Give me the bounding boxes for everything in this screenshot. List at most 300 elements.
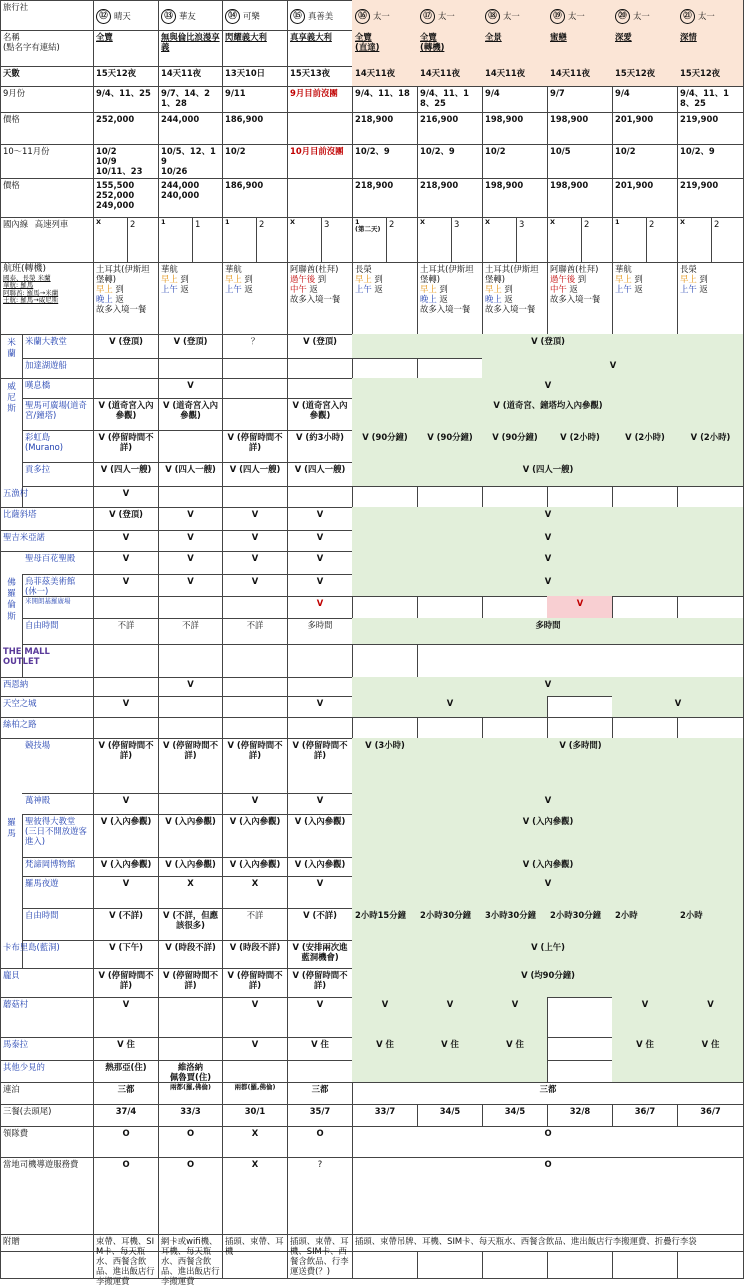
agency-c19 <box>547 0 613 31</box>
group-rome: 羅 馬 <box>0 814 23 969</box>
high-speed-trains: 2 <box>646 217 678 263</box>
departure-time: 過午後 <box>550 274 576 285</box>
siena: V <box>158 677 223 697</box>
empty-cell <box>417 1251 483 1279</box>
gondola: V (四人一艘) <box>352 462 744 487</box>
agency-c20 <box>612 0 678 31</box>
tour-leader-fee: O <box>93 1126 159 1158</box>
label-free-time: 自由時間 <box>22 618 94 645</box>
san-gimignano: V <box>352 530 744 552</box>
airline: 長榮 <box>355 264 372 274</box>
flight-note: 故多入境一餐 <box>550 294 601 305</box>
label-san-gimignano: 聖吉米亞諾 <box>0 530 94 552</box>
rome-free-time: 不詳 <box>222 908 288 941</box>
label-return: 返 <box>112 294 124 305</box>
september-dates: 9/11 <box>222 86 288 113</box>
return-time: 晚上 <box>420 294 437 305</box>
departure-time: 早上 <box>355 274 372 285</box>
empty-cell <box>352 1251 418 1279</box>
st-peters-basilica: V (入內參觀) <box>222 814 288 858</box>
civita <box>158 696 223 718</box>
price: 218,900 <box>417 178 483 218</box>
tour-leader-fee: O <box>158 1126 223 1158</box>
agency-c12 <box>93 0 159 31</box>
empty-cell <box>482 1251 548 1279</box>
alberobello: V <box>93 997 159 1038</box>
flight-note: 故多入境一餐 <box>290 294 341 305</box>
capri: V (下午) <box>93 940 159 969</box>
pantheon: V <box>352 793 744 815</box>
rome-night-tour: X <box>158 876 223 909</box>
cinque-terre <box>417 486 483 508</box>
domestic-flights: 1 (第二天) <box>352 217 387 263</box>
uffizi: V <box>352 574 744 597</box>
label-driver-fee: 當地司機導遊服務費 <box>0 1157 94 1235</box>
piazzale-michelangelo <box>158 596 223 619</box>
label-return: 返 <box>306 284 318 295</box>
pantheon: V <box>93 793 159 815</box>
flight-info <box>158 262 223 335</box>
agency-name: 可樂 <box>243 10 260 21</box>
label-oct-nov: 10～11月份 <box>0 144 94 179</box>
matera: V 住 <box>482 1037 548 1061</box>
price: 201,900 <box>612 178 678 218</box>
label-to: 到 <box>577 274 587 285</box>
label-siena: 西恩納 <box>0 677 94 697</box>
airline: 華航 <box>161 264 178 274</box>
oct-nov-dates: 10/2、9 <box>352 144 418 179</box>
cypress-road <box>93 717 159 739</box>
airline: 土耳其(伊斯坦堡轉) <box>485 264 539 285</box>
oct-nov-dates: 10/5 <box>547 144 613 179</box>
alberobello: V <box>222 997 288 1038</box>
tour-title-link[interactable]: 真享義大利 <box>287 30 353 67</box>
price: 201,900 <box>612 112 678 145</box>
stay: 兩都(羅,佛倫) <box>158 1082 223 1105</box>
san-marco: V (道奇宮、鐘塔均入內參觀) <box>352 398 744 431</box>
pisa: V <box>222 507 288 531</box>
mall-outlet <box>222 644 288 678</box>
agency-name: 晴天 <box>114 10 131 21</box>
san-marco <box>222 398 288 431</box>
label-flight-note: 國泰、長榮 米蘭 華航: 羅馬 阿聯酋: 羅馬→米蘭 土航: 羅馬→威尼斯 <box>3 273 59 305</box>
tour-title-link[interactable]: 全覽 (轉機) <box>417 30 483 67</box>
others <box>352 1060 418 1083</box>
label-alberobello: 蘑菇村 <box>0 997 94 1038</box>
return-time: 上午 <box>225 284 242 295</box>
cypress-road <box>287 717 353 739</box>
airline: 土耳其(伊斯坦堡轉) <box>96 264 150 285</box>
flight-info <box>612 262 678 335</box>
stay: 兩都(羅,佛倫) <box>222 1082 288 1105</box>
agency-name: 太一 <box>633 10 650 21</box>
siena <box>222 677 288 697</box>
vatican-museum: V (入內參觀) <box>158 857 223 877</box>
garda-lake <box>352 358 418 379</box>
capri: V (安排兩次進藍洞機會) <box>287 940 353 969</box>
rome-free-time: V (不詳) <box>287 908 353 941</box>
milan-duomo: V (登頂) <box>287 334 353 359</box>
high-speed-trains: 3 <box>321 217 353 263</box>
return-time: 上午 <box>615 284 632 295</box>
tour-title-link[interactable]: 深愛 <box>612 30 678 67</box>
flight-info <box>677 262 744 335</box>
agency-number: ⑰ <box>420 9 435 24</box>
meals: 33/3 <box>158 1104 223 1127</box>
tour-title-link[interactable]: 全覽 <box>93 30 159 67</box>
agency-name: 太一 <box>503 10 520 21</box>
san-marco: V (道奇宮入內參觀) <box>93 398 159 431</box>
milan-duomo: ？ <box>222 334 288 359</box>
agency-number: ⑫ <box>96 9 111 24</box>
pisa: V <box>352 507 744 531</box>
airline: 華航 <box>225 264 242 274</box>
agency-c14 <box>222 0 288 31</box>
driver-fee: O <box>352 1157 744 1235</box>
gondola: V (四人一艘) <box>158 462 223 487</box>
matera <box>158 1037 223 1061</box>
gondola: V (四人一艘) <box>222 462 288 487</box>
flight-info <box>93 262 159 335</box>
matera: V 住 <box>352 1037 418 1061</box>
piazzale-michelangelo <box>222 596 288 619</box>
price: 216,900 <box>417 112 483 145</box>
santa-maria-del-fiore: V <box>222 551 288 575</box>
label-capri: 卡布里島(藍洞) <box>0 940 94 969</box>
others <box>287 1060 353 1083</box>
free-time: 多時間 <box>352 618 744 645</box>
departure-time: 早上 <box>225 274 242 285</box>
rome-free-time: 3小時30分鐘 <box>482 908 548 941</box>
oct-nov-dates: 10/2 <box>612 144 678 179</box>
label-pisa: 比薩斜塔 <box>0 507 94 531</box>
days: 14天11夜 <box>547 66 613 87</box>
domestic-flights: X <box>93 217 128 263</box>
agency-name: 太一 <box>698 10 715 21</box>
label-return: 返 <box>177 284 189 295</box>
price: 198,900 <box>482 178 548 218</box>
murano: V (停留時間不詳) <box>93 430 159 463</box>
san-marco: V (道奇宮入內參觀) <box>158 398 223 431</box>
label-meals: 三餐(去頭尾) <box>0 1104 94 1127</box>
cypress-road <box>417 717 483 739</box>
label-pantheon: 萬神殿 <box>22 793 94 815</box>
piazzale-michelangelo <box>417 596 483 619</box>
september-dates: 9/4、11、18、25 <box>677 86 744 113</box>
price: 155,500 252,000 249,000 <box>93 178 159 218</box>
vatican-museum: V (入內參觀) <box>287 857 353 877</box>
domestic-flights: X <box>482 217 517 263</box>
uffizi: V <box>222 574 288 597</box>
label-others: 其他少見的 <box>0 1060 94 1083</box>
piazzale-michelangelo: V <box>287 596 353 619</box>
others: 維洛納 佩魯賈(住) <box>158 1060 223 1083</box>
driver-fee: ? <box>287 1157 353 1235</box>
label-uffizi: 烏菲茲美術館 (休一) <box>22 574 94 597</box>
capri: V (時段不詳) <box>158 940 223 969</box>
bridge-of-sighs <box>222 378 288 399</box>
garda-lake <box>93 358 159 379</box>
alberobello <box>547 997 613 1038</box>
departure-time: 早上 <box>96 284 113 295</box>
group-venice: 威 尼 斯 <box>0 378 23 508</box>
departure-time: 早上 <box>615 274 632 285</box>
price: 198,900 <box>547 112 613 145</box>
flight-info <box>287 262 353 335</box>
siena <box>93 677 159 697</box>
stay: 三都 <box>287 1082 353 1105</box>
piazzale-michelangelo <box>352 596 418 619</box>
group-florence: 佛 羅 倫 斯 <box>0 574 23 678</box>
stay: 三都 <box>352 1082 744 1105</box>
others <box>482 1060 548 1083</box>
agency-name: 太一 <box>373 10 390 21</box>
september-dates: 9/7、14、21、28 <box>158 86 223 113</box>
rome-night-tour: X <box>222 876 288 909</box>
label-return: 返 <box>241 284 253 295</box>
label-to: 到 <box>244 274 253 285</box>
rome-free-time: 2小時15分鐘 <box>352 908 418 941</box>
tour-leader-fee: O <box>287 1126 353 1158</box>
september-dates: 9/4 <box>612 86 678 113</box>
empty-cell <box>287 1251 353 1279</box>
alberobello: V <box>677 997 744 1038</box>
agency-number: ㉑ <box>680 9 695 24</box>
colosseum: V (多時間) <box>417 738 744 794</box>
label-price: 價格 <box>0 112 94 145</box>
cinque-terre <box>287 486 353 508</box>
price: 198,900 <box>547 178 613 218</box>
label-colosseum: 競技場 <box>22 738 94 794</box>
label-to: 到 <box>115 284 124 295</box>
matera: V 住 <box>93 1037 159 1061</box>
st-peters-basilica: V (入內參觀) <box>93 814 159 858</box>
matera: V 住 <box>612 1037 678 1061</box>
matera: V 住 <box>677 1037 744 1061</box>
empty-cell <box>612 1251 678 1279</box>
high-speed-trains: 3 <box>451 217 483 263</box>
gondola: V (四人一艘) <box>287 462 353 487</box>
label-garda-lake: 加達湖遊船 <box>22 358 94 379</box>
label-bridge-of-sighs: 嘆息橋 <box>22 378 94 399</box>
price <box>287 112 353 145</box>
airline: 土耳其(伊斯坦堡轉) <box>420 264 474 285</box>
colosseum: V (停留時間不詳) <box>287 738 353 794</box>
free-time: 多時間 <box>287 618 353 645</box>
high-speed-trains: 1 <box>192 217 223 263</box>
murano: V (90分鐘) <box>417 430 483 463</box>
return-time: 中午 <box>550 284 567 295</box>
label-return: 返 <box>566 284 578 295</box>
airline: 阿聯酋(杜拜) <box>550 264 599 274</box>
san-gimignano: V <box>158 530 223 552</box>
domestic-flights: 1 <box>612 217 647 263</box>
departure-time: 早上 <box>161 274 178 285</box>
airline: 長榮 <box>680 264 697 274</box>
price: 244,000 240,000 <box>158 178 223 218</box>
meals: 34/5 <box>417 1104 483 1127</box>
pisa: V <box>158 507 223 531</box>
others <box>547 1060 613 1083</box>
milan-duomo: V (登頂) <box>93 334 159 359</box>
tour-title-link[interactable]: 蜜戀 <box>547 30 613 67</box>
driver-fee: O <box>158 1157 223 1235</box>
pantheon: V <box>287 793 353 815</box>
others <box>677 1060 744 1083</box>
label-civita: 天空之城 <box>0 696 94 718</box>
gifts: 插頭、束帶、耳機 <box>222 1234 288 1252</box>
driver-fee: X <box>222 1157 288 1235</box>
piazzale-michelangelo <box>612 596 678 619</box>
meals: 30/1 <box>222 1104 288 1127</box>
days: 14天11夜 <box>482 66 548 87</box>
departure-time: 早上 <box>680 274 697 285</box>
return-time: 晚上 <box>485 294 502 305</box>
matera <box>547 1037 613 1061</box>
flight-info <box>417 262 483 335</box>
pompeii: V (均90分鐘) <box>352 968 744 998</box>
domestic-flights: X <box>677 217 712 263</box>
cypress-road <box>612 717 678 739</box>
label-return: 返 <box>501 294 513 305</box>
bridge-of-sighs: V <box>352 378 744 399</box>
label-to: 到 <box>317 274 327 285</box>
days: 14天11夜 <box>352 66 418 87</box>
price: 219,900 <box>677 112 744 145</box>
oct-nov-dates: 10/2、9 <box>417 144 483 179</box>
label-return: 返 <box>631 284 643 295</box>
rome-free-time: 2小時 <box>677 908 744 941</box>
price: 186,900 <box>222 112 288 145</box>
garda-lake: V <box>482 358 744 379</box>
label-return: 返 <box>436 294 448 305</box>
flight-info <box>482 262 548 335</box>
agency-number: ⑯ <box>355 9 370 24</box>
label-murano: 彩虹島 (Murano) <box>22 430 94 463</box>
piazzale-michelangelo <box>93 596 159 619</box>
empty-cell <box>677 1251 744 1279</box>
tour-title-link[interactable]: 全景 <box>482 30 548 67</box>
days: 15天12夜 <box>612 66 678 87</box>
rome-free-time: V (不詳，但應該很多) <box>158 908 223 941</box>
oct-nov-dates: 10/2 <box>222 144 288 179</box>
empty-cell <box>222 1251 288 1279</box>
domestic-flights: X <box>547 217 582 263</box>
rome-night-tour: V <box>287 876 353 909</box>
domestic-flights: X <box>287 217 322 263</box>
tour-title-link[interactable]: 無與倫比浪漫享義 <box>158 30 223 67</box>
cinque-terre <box>482 486 548 508</box>
oct-nov-dates: 10/2 <box>482 144 548 179</box>
tour-leader-fee: X <box>222 1126 288 1158</box>
label-to: 到 <box>699 274 708 285</box>
flight-note: 故多入境一餐 <box>420 304 471 315</box>
tour-title-link[interactable]: 全覽 (直達) <box>352 30 418 67</box>
oct-nov-dates: 10月目前沒團 <box>287 144 353 179</box>
cypress-road <box>222 717 288 739</box>
domestic-flights: 1 <box>158 217 193 263</box>
pisa: V <box>287 507 353 531</box>
label-san-marco: 聖馬可廣場(道奇宮/鐘塔) <box>22 398 94 431</box>
gifts: 束帶、耳機、SIM卡、每天瓶水、西餐含飲品、進出飯店行李搬運費 <box>93 1234 159 1252</box>
alberobello: V <box>352 997 418 1038</box>
tour-title-link[interactable]: 深情 <box>677 30 744 67</box>
bridge-of-sighs: V <box>158 378 223 399</box>
high-speed-trains: 2 <box>581 217 613 263</box>
pantheon <box>158 793 223 815</box>
milan-duomo: V (登頂) <box>352 334 744 359</box>
label-to: 到 <box>439 284 448 295</box>
label-cypress-road: 絲柏之路 <box>0 717 94 739</box>
cypress-road <box>352 717 418 739</box>
label-to: 到 <box>374 274 383 285</box>
label-michelangelo: 米開朗基羅廣場 <box>22 596 94 619</box>
murano: V (90分鐘) <box>482 430 548 463</box>
days: 15天12夜 <box>677 66 744 87</box>
days: 14天11夜 <box>417 66 483 87</box>
flight-info <box>352 262 418 335</box>
cinque-terre <box>222 486 288 508</box>
meals: 36/7 <box>612 1104 678 1127</box>
san-gimignano: V <box>222 530 288 552</box>
matera: V 住 <box>287 1037 353 1061</box>
santa-maria-del-fiore: V <box>158 551 223 575</box>
cinque-terre <box>612 486 678 508</box>
label-tour-leader-fee: 領隊費 <box>0 1126 94 1158</box>
agency-c17 <box>417 0 483 31</box>
stay: 三都 <box>93 1082 159 1105</box>
siena <box>287 677 353 697</box>
september-dates: 9/4、11、18 <box>352 86 418 113</box>
garda-lake <box>158 358 223 379</box>
agency-name: 太一 <box>568 10 585 21</box>
pompeii: V (停留時間不詳) <box>287 968 353 998</box>
rome-free-time: 2小時30分鐘 <box>417 908 483 941</box>
gifts: 插頭、束帶、耳機、SIM卡、西餐含飲品、行李運送費(？) <box>287 1234 353 1252</box>
label-rome-night: 羅馬夜遊 <box>22 876 94 909</box>
departure-time: 過午後 <box>290 274 316 285</box>
vatican-museum: V (入內參觀) <box>93 857 159 877</box>
gifts: 網卡或wifi機、耳機、每天瓶水、西餐含飲品、進出飯店行李搬運費 <box>158 1234 223 1252</box>
civita <box>222 696 288 718</box>
san-gimignano: V <box>287 530 353 552</box>
flight-note: 故多入境一餐 <box>96 304 147 315</box>
september-dates: 9/4 <box>482 86 548 113</box>
agency-number: ⑱ <box>485 9 500 24</box>
agency-c21 <box>677 0 744 31</box>
empty-cell <box>158 1251 223 1279</box>
label-stay: 連泊 <box>0 1082 94 1105</box>
garda-lake <box>222 358 288 379</box>
colosseum: V (停留時間不詳) <box>93 738 159 794</box>
cypress-road <box>677 717 744 739</box>
pompeii: V (停留時間不詳) <box>93 968 159 998</box>
label-september: 9月份 <box>0 86 94 113</box>
pisa: V (登頂) <box>93 507 159 531</box>
label-train: 高速列車 <box>32 219 69 229</box>
domestic-flights: X <box>417 217 452 263</box>
others: 熱那亞(住) <box>93 1060 159 1083</box>
price: 219,900 <box>677 178 744 218</box>
label-vatican-museum: 梵諦岡博物館 <box>22 857 94 877</box>
agency-number: ⑲ <box>550 9 565 24</box>
agency-name: 真善美 <box>308 10 334 21</box>
capri: V (時段不詳) <box>222 940 288 969</box>
san-marco: V (道奇宮入內參觀) <box>287 398 353 431</box>
tour-title-link[interactable]: 閃耀義大利 <box>222 30 288 67</box>
flight-info <box>547 262 613 335</box>
cypress-road <box>482 717 548 739</box>
